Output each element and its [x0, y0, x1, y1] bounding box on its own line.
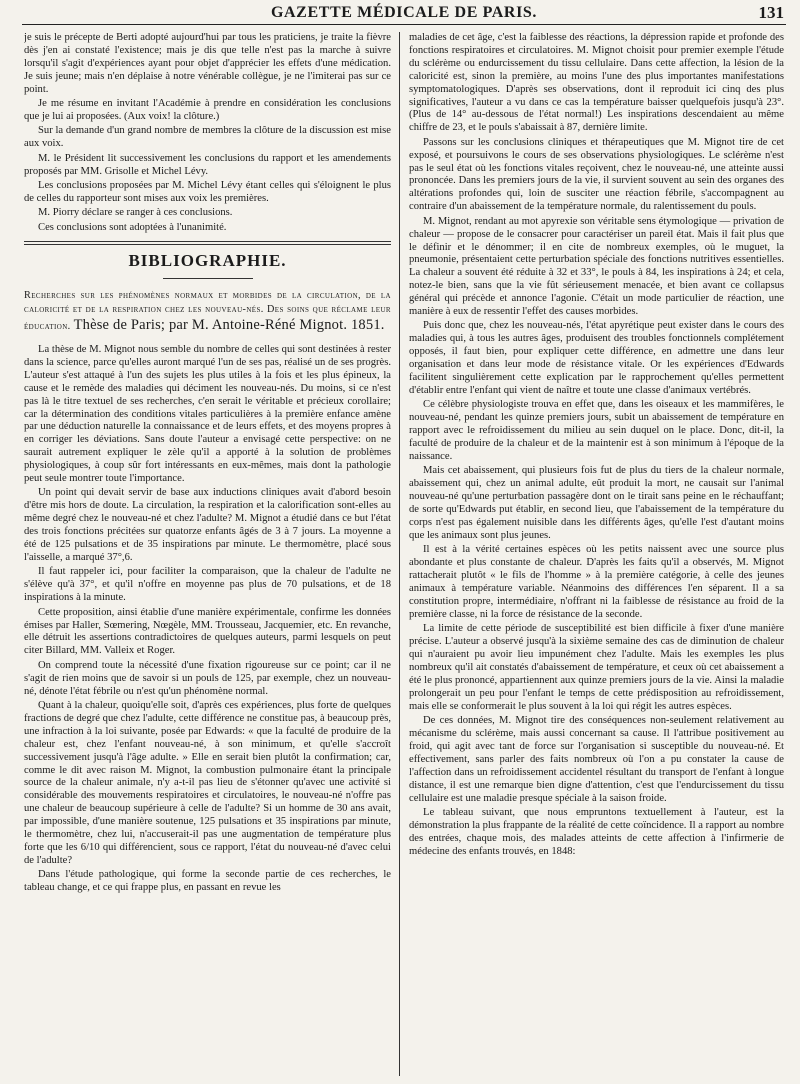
paragraph: Dans l'étude pathologique, qui forme la seconde partie de ces recherches, le tableau change, et ce qui frappe plus, en passant en revue les: [24, 869, 391, 894]
paragraph: Ce célèbre physiologiste trouva en effet que, dans les oiseaux et les mammifères, le nouveau-né, pendant les quinze premiers jours, subit un abaissement de température en rapport avec le refroidissement du milieu au sein duquel on le place. Donc, dit-il, la faculté de produire de la chaleur et de la maintenir est à son minimum à l'époque de la naissance.: [409, 399, 784, 462]
paragraph: Sur la demande d'un grand nombre de membres la clôture de la discussion est mise aux voix.: [24, 125, 391, 150]
paragraph: On comprend toute la nécessité d'une fixation rigoureuse sur ce point; car il ne s'agit de rien moins que de savoir si un pouls de 125, par exemple, chez un nouveau-né, dénote l'état fébrile ou n'est qu'un phénomène normal.: [24, 659, 391, 697]
section-divider: [24, 241, 391, 242]
paragraph: Le tableau suivant, que nous empruntons textuellement à l'auteur, est la démonstration la plus frappante de la réalité de cette coïncidence. Il a rapport au nombre des entrées, chaque mois, des malades atteints de cette affection à l'infirmerie de médecine des enfants trouvés, en 1848:: [409, 806, 784, 857]
article-title: [24, 289, 391, 335]
section-heading: BIBLIOGRAPHIE.: [128, 250, 287, 270]
paragraph: Ces conclusions sont adoptées à l'unanimité.: [38, 221, 227, 233]
paragraph: maladies de cet âge, c'est la faiblesse des réactions, la dépression rapide et profonde des fonctions respiratoires et circulatoires. M. Mignot choisit pour premier exemple l'étude du sclérème ou endurcissement du tissu cellulaire. Dans cette affection, la lésion de la caloricité est, sinon la première, au moins l'une des plus importantes manifestations symptomatologiques. D'après ses observations, dont il reproduit ici cinq des plus significatives, l'auteur a vu dans ce cas la température baisser quelquefois jusqu'à 23°. (Plus de 14° au-dessous de l'état normal!) Les inspirations descendaient au même chiffre de 23, et le pouls s'abaissait à 87, dernière limite.: [409, 32, 784, 134]
paragraph: Quant à la chaleur, quoiqu'elle soit, d'après ces expériences, plus forte de quelques fractions de degré que chez l'adulte, cette différence ne constitue pas, à beaucoup près, une infraction à la loi suivante, posée par Edwards: « que la faculté de produire de la chaleur est, chez l'enfant nouveau-né, à son minimum, et qu'elle s'accroît successivement jusqu'à l'âge adulte. » Elle en serait bien plutôt la confirmation; car, comme le dit avec raison M. Mignot, la combustion pulmonaire étant la principale source de la chaleur animale, n'y a-t-il pas lieu de s'étonner qu'avec une activité si considérable des mouvements respiratoires et circulatoires, le nouveau-né n'offre pas une chaleur de beaucoup supérieure à celle de l'adulte? Si un homme de 30 ans avait, par impossible, d'une manière soutenue, 125 pulsations et 35 inspirations par minute, le thermomètre, chez lui, n'accuserait-il pas une augmentation de température plus forte que les 6/10 qui différencient, sous ce rapport, l'état du nouveau-né d'avec celui de l'adulte?: [24, 699, 391, 866]
page-number: 131: [758, 3, 784, 22]
article-title-rest: Thèse de Paris; par M. Antoine-Réné Mignot. 1851.: [73, 316, 385, 333]
paragraph: Les conclusions proposées par M. Michel Lévy étant celles qui s'éloignent le plus de celles du rapporteur sont mises aux voix les premières.: [24, 179, 391, 204]
paragraph: Mais cet abaissement, qui plusieurs fois fut de plus du tiers de la chaleur normale, abaissement qui, chez un animal adulte, eût produit la mort, ne causait sur l'animal nouveau-né qu'une perturbation passagère dont on le tirait sans peine en le réchauffant; de sorte qu'Edwards put établir, en second lieu, que l'abaissement de la température du corps n'est pas également nuisible dans les différents âges, qu'elle l'est d'autant moins que les animaux sont plus jeunes.: [409, 465, 784, 541]
left-column: [24, 32, 391, 1078]
paragraph: Il faut rappeler ici, pour faciliter la comparaison, que la chaleur de l'adulte ne s'élève qu'à 37°, et qu'il n'offre en moyenne pas plus de 70 pulsations, et de 18 inspirations à la minute.: [24, 566, 391, 604]
paragraph: je suis le précepte de Berti adopté aujourd'hui par tous les praticiens, je traite la fièvre dès j'en ai constaté l'existence; mais je dis que telle n'est pas la marche à suivre lorsqu'il s'agit d'expériences ayant pour objet d'apprécier les effets d'une médication. Je suis jeune; mais n'en déplaise à notre vénérable collègue, je ne l'imiterai pas sur ce point.: [24, 32, 391, 95]
paragraph: Je me résume en invitant l'Académie à prendre en considération les conclusions que je lui ai proposées. (Aux voix! la clôture.): [24, 98, 391, 122]
journal-title: GAZETTE MÉDICALE DE PARIS.: [270, 4, 537, 21]
right-column: [409, 32, 784, 1078]
paragraph: Il est à la vérité certaines espèces où les petits naissent avec une source plus abondante et plus constante de chaleur. D'après les faits qu'il a observés, M. Mignot rattacherait plutôt « le fils de l'homme » à la première catégorie, à celle des jeunes animaux à température variable. Néanmoins des différences l'en séparent. Il a sa constitution propre, intermédiaire, n'offrant ni la faiblesse de résistance au froid de la première classe, ni la force de résistance de la seconde.: [409, 544, 784, 620]
paragraph: Passons sur les conclusions cliniques et thérapeutiques que M. Mignot tire de cet exposé, et poursuivons le cours de ses observations physiologiques. Le sclérème n'est pas le seul état où les fonctions vitales reçoivent, chez le nouveau-né, une atteinte aussi prononcée. Dans les premiers jours de la vie, il survient souvent au sein des organes des altérations profondes qui, loin de susciter une réaction fébrile, s'accompagnent au contraire d'un abaissement de la température normale, du ralentissement du pouls.: [409, 136, 784, 213]
paragraph: M. Piorry déclare se ranger à ces conclusions.: [38, 207, 233, 219]
paragraph: La thèse de M. Mignot nous semble du nombre de celles qui sont destinées à rester dans la science, parce qu'elles auront marqué l'un de ses pas, réalisé un de ses progrès. L'auteur s'est attaqué à l'un des sujets les plus utiles à la fois et les plus épineux, la cause et le remède des maladies qui déciment les nouveau-nés. Du moins, si ce n'est pas là le titre textuel de ses recherches, c'en serait le véritable et précieux corollaire; car la détermination des conditions vitales particulières à la première enfance amène par une déduction naturelle la connaissance et de leurs effets, et des moyens propres à en corriger les déviations. Sans doute l'auteur a envisagé cette perspective: on ne saurait autrement expliquer le zèle qu'il a apporté à la solution de problèmes physiologiques, à coup sûr fort intéressants en eux-mêmes, mais dont la pathologie peut seule montrer toute l'importance.: [24, 344, 391, 485]
paragraph: Un point qui devait servir de base aux inductions cliniques avait d'abord besoin d'être mis hors de doute. La circulation, la respiration et la calorification sont-elles au même degré chez le nouveau-né et chez l'adulte? M. Mignot a étudié dans ce but l'état des trois fonctions précitées sur quatorze enfants âgés de 3 à 7 jours. La moyenne a été de 125 pulsations et de 35 inspirations par minute. Le thermomètre, placé sous l'aisselle, a marqué 37°,6.: [24, 487, 391, 563]
section-divider: [24, 244, 391, 245]
paragraph: La limite de cette période de susceptibilité est bien difficile à fixer d'une manière précise. L'auteur a observé jusqu'à la sixième semaine des cas de diminution de chaleur qui n'auraient pu avoir lieu impunément chez l'adulte. Mais les exemples les plus nombreux qu'il ait constatés d'abaissement de température, et ceux où cet abaissement a été le plus prononcé, appartiennent aux quinze premiers jours de la vie. Ainsi la maladie prolongerait un peu pour l'enfant le temps de cette prédisposition au refroidissement, mais elle se conformerait le plus souvent à la loi qui régit les autres espèces.: [409, 623, 784, 712]
paragraph: Puis donc que, chez les nouveau-nés, l'état apyrétique peut exister dans le cours des maladies qui, à tous les autres âges, produisent des troubles fonctionnels complétement opposés, il faut bien, pour expliquer cette différence, en admettre une dans leur organisation et dans leur mode de résistance vitale. Or les expériences d'Edwards facilitent singulièrement cette explication par le rapprochement qu'elles permettent d'établir entre l'enfant qui vient de naître et toute une classe d'animaux vertébrés.: [409, 320, 784, 396]
column-rule: [399, 32, 400, 1076]
paragraph: M. Mignot, rendant au mot apyrexie son véritable sens étymologique — privation de chaleur — propose de le consacrer pour caractériser un pareil état. Mais il fait plus que le définir et le dénommer; il en cite de nombreux exemples, où le muguet, la pneumonie, présentaient cette perturbation spéciale des fonctions nutritives essentielles. La chaleur a souvent été réduite à 32 et 33°, le pouls à 84, les inspirations à 24; et cela, notez-le bien, sans que la vie fût sérieusement menacée, et bien avant ce collapsus général qui précède et annonce l'agonie. C'était un mode particulier de réaction, une manière à eux de ressentir l'effet des causes morbides.: [409, 215, 784, 318]
page-header: [22, 2, 786, 25]
paragraph: Cette proposition, ainsi établie d'une manière expérimentale, confirme les données émises par Haller, Sœmering, Nœgèle, MM. Trousseau, Jacquemier, etc. En revanche, elle détruit les assertions contradictoires de quelques auteurs, parmi lesquels on peut citer Billard, MM. Valleix et Roger.: [24, 606, 391, 657]
paragraph: M. le Président lit successivement les conclusions du rapport et les amendements proposés par MM. Grisolle et Michel Lévy.: [24, 152, 391, 177]
heading-rule: [163, 278, 253, 279]
paragraph: De ces données, M. Mignot tire des conséquences non-seulement relativement au mécanisme du sclérème, mais aussi concernant sa cause. Il l'attribue positivement au froid, qui agit avec tant de force sur l'organisation si susceptible du nouveau-né. Et effectivement, sans parler des faits nombreux où l'on a pu constater la cause de l'affection dans un refroidissement accidentel résultant du transport de l'enfant à longue distance, il est une remarque bien digne d'attention, c'est que l'endurcissement du tissu cellulaire est une maladie presque spéciale à la saison froide.: [409, 715, 784, 804]
article-title-caps: Recherches sur les phénomènes normaux et morbides de la circulation, de la caloricité et de la respiration chez les nouveau-nés. Des soins que réclame leur éducation.: [24, 289, 391, 332]
